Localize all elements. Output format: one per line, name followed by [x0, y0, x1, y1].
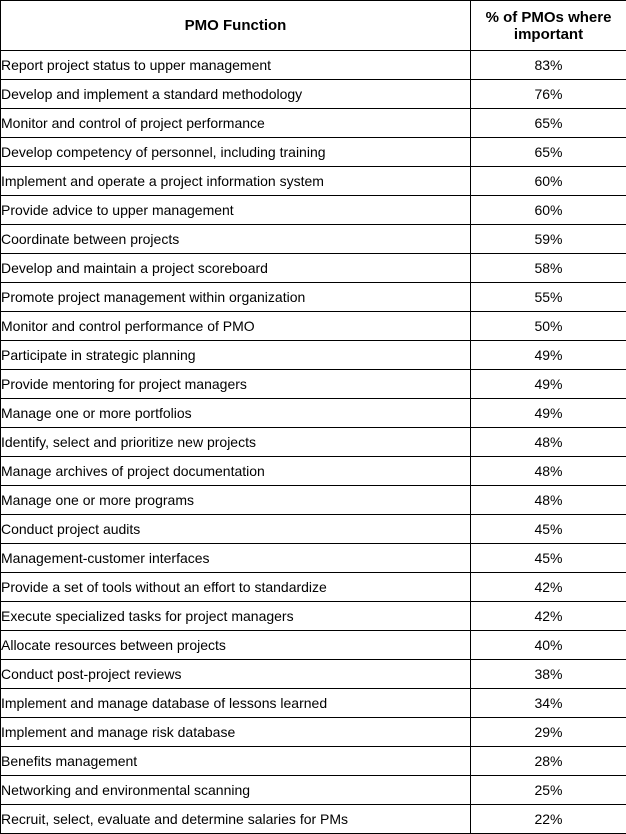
pmo-function-cell: Manage one or more programs [1, 486, 471, 515]
pmo-function-cell: Provide a set of tools without an effort to standardize [1, 573, 471, 602]
table-row [1, 718, 626, 747]
table-row [1, 80, 626, 109]
table-row [1, 457, 626, 486]
percent-important-cell: 60% [471, 167, 626, 196]
percent-important-cell: 65% [471, 138, 626, 167]
pmo-function-cell: Report project status to upper management [1, 51, 471, 80]
pmo-function-cell: Benefits management [1, 747, 471, 776]
table-row [1, 805, 626, 834]
percent-important-cell: 49% [471, 370, 626, 399]
pmo-function-cell: Management-customer interfaces [1, 544, 471, 573]
table-row [1, 602, 626, 631]
table-row [1, 51, 626, 80]
percent-important-cell: 34% [471, 689, 626, 718]
table-row [1, 370, 626, 399]
pmo-function-cell: Provide mentoring for project managers [1, 370, 471, 399]
percent-important-cell: 83% [471, 51, 626, 80]
percent-important-cell: 55% [471, 283, 626, 312]
pmo-function-cell: Participate in strategic planning [1, 341, 471, 370]
percent-important-cell: 29% [471, 718, 626, 747]
table-row [1, 109, 626, 138]
pmo-function-cell: Promote project management within organization [1, 283, 471, 312]
percent-important-cell: 50% [471, 312, 626, 341]
pmo-function-cell: Coordinate between projects [1, 225, 471, 254]
pmo-function-cell: Execute specialized tasks for project managers [1, 602, 471, 631]
percent-important-cell: 48% [471, 486, 626, 515]
pmo-function-cell: Provide advice to upper management [1, 196, 471, 225]
pmo-function-cell: Recruit, select, evaluate and determine salaries for PMs [1, 805, 471, 834]
table-row [1, 312, 626, 341]
table-row [1, 631, 626, 660]
percent-important-cell: 49% [471, 341, 626, 370]
table-row [1, 776, 626, 805]
pmo-function-cell: Identify, select and prioritize new projects [1, 428, 471, 457]
pmo-function-cell: Conduct post-project reviews [1, 660, 471, 689]
percent-important-cell: 76% [471, 80, 626, 109]
table-row [1, 486, 626, 515]
percent-important-cell: 49% [471, 399, 626, 428]
table-body [1, 51, 626, 834]
percent-important-cell: 22% [471, 805, 626, 834]
percent-important-cell: 40% [471, 631, 626, 660]
percent-important-cell: 60% [471, 196, 626, 225]
table-row [1, 573, 626, 602]
table-row [1, 544, 626, 573]
column-header-percent: % of PMOs where important [471, 1, 626, 51]
table-row [1, 196, 626, 225]
percent-important-cell: 45% [471, 515, 626, 544]
table-header-row [1, 1, 626, 51]
pmo-function-cell: Develop and implement a standard methodology [1, 80, 471, 109]
percent-important-cell: 25% [471, 776, 626, 805]
percent-important-cell: 42% [471, 602, 626, 631]
table-row [1, 138, 626, 167]
table-row [1, 341, 626, 370]
pmo-function-cell: Networking and environmental scanning [1, 776, 471, 805]
table-row [1, 515, 626, 544]
pmo-function-cell: Monitor and control performance of PMO [1, 312, 471, 341]
table-row [1, 428, 626, 457]
percent-important-cell: 48% [471, 428, 626, 457]
table-row [1, 225, 626, 254]
percent-important-cell: 65% [471, 109, 626, 138]
pmo-function-cell: Manage archives of project documentation [1, 457, 471, 486]
percent-important-cell: 58% [471, 254, 626, 283]
table-row [1, 283, 626, 312]
table-row [1, 167, 626, 196]
table-row [1, 747, 626, 776]
column-header-function: PMO Function [1, 1, 471, 51]
pmo-function-cell: Develop and maintain a project scoreboard [1, 254, 471, 283]
table-row [1, 660, 626, 689]
pmo-function-cell: Implement and manage risk database [1, 718, 471, 747]
percent-important-cell: 59% [471, 225, 626, 254]
table-row [1, 399, 626, 428]
pmo-function-cell: Allocate resources between projects [1, 631, 471, 660]
pmo-function-cell: Conduct project audits [1, 515, 471, 544]
pmo-function-cell: Implement and operate a project information system [1, 167, 471, 196]
percent-important-cell: 38% [471, 660, 626, 689]
percent-important-cell: 45% [471, 544, 626, 573]
percent-important-cell: 42% [471, 573, 626, 602]
pmo-function-cell: Manage one or more portfolios [1, 399, 471, 428]
percent-important-cell: 28% [471, 747, 626, 776]
pmo-function-cell: Implement and manage database of lessons learned [1, 689, 471, 718]
percent-important-cell: 48% [471, 457, 626, 486]
table-row [1, 254, 626, 283]
pmo-function-cell: Develop competency of personnel, including training [1, 138, 471, 167]
pmo-function-cell: Monitor and control of project performance [1, 109, 471, 138]
table-row [1, 689, 626, 718]
